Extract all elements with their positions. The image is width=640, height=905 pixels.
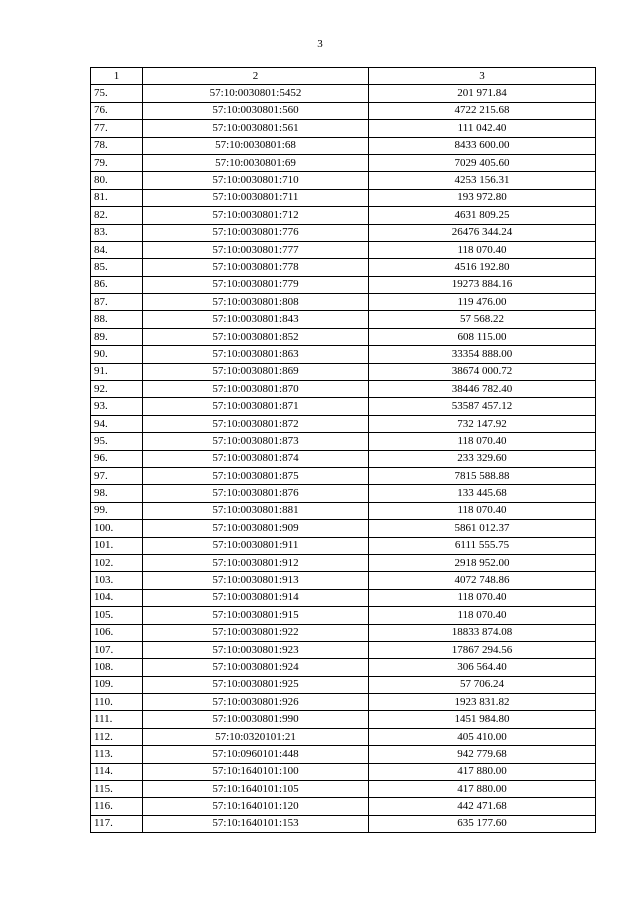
row-number-cell: 87. bbox=[91, 294, 143, 311]
row-number-cell: 108. bbox=[91, 659, 143, 676]
row-number-cell: 89. bbox=[91, 328, 143, 345]
row-number-cell: 100. bbox=[91, 520, 143, 537]
value-cell: 4072 748.86 bbox=[369, 572, 596, 589]
value-cell: 405 410.00 bbox=[369, 728, 596, 745]
row-number-cell: 94. bbox=[91, 415, 143, 432]
row-number-cell: 85. bbox=[91, 259, 143, 276]
table-row bbox=[91, 676, 596, 693]
table-row bbox=[91, 781, 596, 798]
table-row bbox=[91, 224, 596, 241]
row-number-cell: 104. bbox=[91, 589, 143, 606]
page-number: 3 bbox=[317, 38, 323, 50]
row-number-cell: 84. bbox=[91, 241, 143, 258]
value-cell: 1923 831.82 bbox=[369, 694, 596, 711]
cadastral-number-cell: 57:10:0030801:843 bbox=[143, 311, 369, 328]
value-cell: 7815 588.88 bbox=[369, 467, 596, 484]
cadastral-number-cell: 57:10:0320101:21 bbox=[143, 728, 369, 745]
table-row bbox=[91, 241, 596, 258]
value-cell: 38674 000.72 bbox=[369, 363, 596, 380]
cadastral-value-table bbox=[90, 67, 596, 833]
cadastral-number-cell: 57:10:0030801:560 bbox=[143, 102, 369, 119]
value-cell: 119 476.00 bbox=[369, 294, 596, 311]
table-row bbox=[91, 589, 596, 606]
row-number-cell: 80. bbox=[91, 172, 143, 189]
cadastral-number-cell: 57:10:0030801:711 bbox=[143, 189, 369, 206]
cadastral-number-cell: 57:10:0030801:69 bbox=[143, 154, 369, 171]
value-cell: 417 880.00 bbox=[369, 763, 596, 780]
table-row bbox=[91, 398, 596, 415]
value-cell: 201 971.84 bbox=[369, 85, 596, 102]
value-cell: 608 115.00 bbox=[369, 328, 596, 345]
cadastral-number-cell: 57:10:0030801:871 bbox=[143, 398, 369, 415]
row-number-cell: 99. bbox=[91, 502, 143, 519]
cadastral-number-cell: 57:10:0030801:710 bbox=[143, 172, 369, 189]
cadastral-number-cell: 57:10:0030801:926 bbox=[143, 694, 369, 711]
value-cell: 4631 809.25 bbox=[369, 207, 596, 224]
row-number-cell: 75. bbox=[91, 85, 143, 102]
table-row bbox=[91, 363, 596, 380]
table-row bbox=[91, 154, 596, 171]
cadastral-number-cell: 57:10:0030801:852 bbox=[143, 328, 369, 345]
value-cell: 118 070.40 bbox=[369, 241, 596, 258]
table-row bbox=[91, 294, 596, 311]
table-row bbox=[91, 624, 596, 641]
value-cell: 118 070.40 bbox=[369, 589, 596, 606]
value-cell: 53587 457.12 bbox=[369, 398, 596, 415]
row-number-cell: 116. bbox=[91, 798, 143, 815]
table-row bbox=[91, 763, 596, 780]
table-row bbox=[91, 381, 596, 398]
cadastral-number-cell: 57:10:1640101:100 bbox=[143, 763, 369, 780]
table-row bbox=[91, 102, 596, 119]
row-number-cell: 82. bbox=[91, 207, 143, 224]
value-cell: 118 070.40 bbox=[369, 607, 596, 624]
table-row bbox=[91, 328, 596, 345]
row-number-cell: 77. bbox=[91, 120, 143, 137]
table-row bbox=[91, 694, 596, 711]
value-cell: 2918 952.00 bbox=[369, 554, 596, 571]
row-number-cell: 106. bbox=[91, 624, 143, 641]
table-header-row bbox=[91, 68, 596, 85]
table-row bbox=[91, 172, 596, 189]
table-row bbox=[91, 207, 596, 224]
cadastral-number-cell: 57:10:0030801:923 bbox=[143, 641, 369, 658]
table-row bbox=[91, 137, 596, 154]
cadastral-number-cell: 57:10:0030801:881 bbox=[143, 502, 369, 519]
table-row bbox=[91, 85, 596, 102]
cadastral-number-cell: 57:10:0030801:922 bbox=[143, 624, 369, 641]
value-cell: 4722 215.68 bbox=[369, 102, 596, 119]
value-cell: 8433 600.00 bbox=[369, 137, 596, 154]
table-row bbox=[91, 485, 596, 502]
value-cell: 118 070.40 bbox=[369, 502, 596, 519]
value-cell: 26476 344.24 bbox=[369, 224, 596, 241]
cadastral-number-cell: 57:10:0030801:873 bbox=[143, 433, 369, 450]
row-number-cell: 105. bbox=[91, 607, 143, 624]
value-cell: 38446 782.40 bbox=[369, 381, 596, 398]
cadastral-number-cell: 57:10:0030801:915 bbox=[143, 607, 369, 624]
value-cell: 7029 405.60 bbox=[369, 154, 596, 171]
value-cell: 33354 888.00 bbox=[369, 346, 596, 363]
column-header-cadastral-number: 2 bbox=[143, 68, 369, 85]
row-number-cell: 109. bbox=[91, 676, 143, 693]
cadastral-number-cell: 57:10:0030801:990 bbox=[143, 711, 369, 728]
row-number-cell: 112. bbox=[91, 728, 143, 745]
table-row bbox=[91, 554, 596, 571]
cadastral-number-cell: 57:10:0030801:872 bbox=[143, 415, 369, 432]
table-row bbox=[91, 415, 596, 432]
table-row bbox=[91, 467, 596, 484]
cadastral-number-cell: 57:10:0030801:870 bbox=[143, 381, 369, 398]
value-cell: 18833 874.08 bbox=[369, 624, 596, 641]
cadastral-number-cell: 57:10:0030801:911 bbox=[143, 537, 369, 554]
row-number-cell: 88. bbox=[91, 311, 143, 328]
value-cell: 57 706.24 bbox=[369, 676, 596, 693]
value-cell: 732 147.92 bbox=[369, 415, 596, 432]
value-cell: 133 445.68 bbox=[369, 485, 596, 502]
value-cell: 57 568.22 bbox=[369, 311, 596, 328]
row-number-cell: 98. bbox=[91, 485, 143, 502]
table-row bbox=[91, 502, 596, 519]
cadastral-number-cell: 57:10:0030801:68 bbox=[143, 137, 369, 154]
cadastral-number-cell: 57:10:0030801:779 bbox=[143, 276, 369, 293]
row-number-cell: 95. bbox=[91, 433, 143, 450]
cadastral-number-cell: 57:10:0030801:914 bbox=[143, 589, 369, 606]
value-cell: 17867 294.56 bbox=[369, 641, 596, 658]
row-number-cell: 79. bbox=[91, 154, 143, 171]
row-number-cell: 110. bbox=[91, 694, 143, 711]
table-row bbox=[91, 537, 596, 554]
row-number-cell: 103. bbox=[91, 572, 143, 589]
value-cell: 111 042.40 bbox=[369, 120, 596, 137]
cadastral-number-cell: 57:10:0030801:776 bbox=[143, 224, 369, 241]
table-row bbox=[91, 746, 596, 763]
table-row bbox=[91, 346, 596, 363]
row-number-cell: 96. bbox=[91, 450, 143, 467]
cadastral-number-cell: 57:10:0030801:912 bbox=[143, 554, 369, 571]
row-number-cell: 101. bbox=[91, 537, 143, 554]
row-number-cell: 93. bbox=[91, 398, 143, 415]
cadastral-number-cell: 57:10:0030801:5452 bbox=[143, 85, 369, 102]
row-number-cell: 83. bbox=[91, 224, 143, 241]
table-row bbox=[91, 798, 596, 815]
cadastral-number-cell: 57:10:0960101:448 bbox=[143, 746, 369, 763]
cadastral-number-cell: 57:10:0030801:777 bbox=[143, 241, 369, 258]
cadastral-number-cell: 57:10:0030801:712 bbox=[143, 207, 369, 224]
row-number-cell: 113. bbox=[91, 746, 143, 763]
cadastral-number-cell: 57:10:1640101:153 bbox=[143, 815, 369, 832]
table-row bbox=[91, 711, 596, 728]
cadastral-number-cell: 57:10:0030801:913 bbox=[143, 572, 369, 589]
cadastral-number-cell: 57:10:0030801:863 bbox=[143, 346, 369, 363]
table-body bbox=[91, 85, 596, 833]
row-number-cell: 86. bbox=[91, 276, 143, 293]
row-number-cell: 114. bbox=[91, 763, 143, 780]
cadastral-number-cell: 57:10:0030801:924 bbox=[143, 659, 369, 676]
row-number-cell: 117. bbox=[91, 815, 143, 832]
table-row bbox=[91, 659, 596, 676]
cadastral-number-cell: 57:10:0030801:561 bbox=[143, 120, 369, 137]
value-cell: 1451 984.80 bbox=[369, 711, 596, 728]
table-row bbox=[91, 120, 596, 137]
row-number-cell: 91. bbox=[91, 363, 143, 380]
cadastral-number-cell: 57:10:0030801:925 bbox=[143, 676, 369, 693]
cadastral-number-cell: 57:10:0030801:909 bbox=[143, 520, 369, 537]
cadastral-number-cell: 57:10:1640101:120 bbox=[143, 798, 369, 815]
value-cell: 417 880.00 bbox=[369, 781, 596, 798]
table-row bbox=[91, 450, 596, 467]
table-row bbox=[91, 815, 596, 832]
row-number-cell: 78. bbox=[91, 137, 143, 154]
table-row bbox=[91, 641, 596, 658]
cadastral-number-cell: 57:10:0030801:869 bbox=[143, 363, 369, 380]
table-row bbox=[91, 572, 596, 589]
cadastral-number-cell: 57:10:0030801:874 bbox=[143, 450, 369, 467]
cadastral-number-cell: 57:10:0030801:778 bbox=[143, 259, 369, 276]
table-row bbox=[91, 520, 596, 537]
value-cell: 233 329.60 bbox=[369, 450, 596, 467]
row-number-cell: 97. bbox=[91, 467, 143, 484]
table-row bbox=[91, 433, 596, 450]
cadastral-number-cell: 57:10:0030801:808 bbox=[143, 294, 369, 311]
table-row bbox=[91, 607, 596, 624]
value-cell: 193 972.80 bbox=[369, 189, 596, 206]
value-cell: 442 471.68 bbox=[369, 798, 596, 815]
row-number-cell: 107. bbox=[91, 641, 143, 658]
table-row bbox=[91, 189, 596, 206]
value-cell: 635 177.60 bbox=[369, 815, 596, 832]
value-cell: 4516 192.80 bbox=[369, 259, 596, 276]
value-cell: 4253 156.31 bbox=[369, 172, 596, 189]
row-number-cell: 102. bbox=[91, 554, 143, 571]
table-row bbox=[91, 311, 596, 328]
cadastral-number-cell: 57:10:0030801:875 bbox=[143, 467, 369, 484]
cadastral-number-cell: 57:10:0030801:876 bbox=[143, 485, 369, 502]
value-cell: 6111 555.75 bbox=[369, 537, 596, 554]
value-cell: 118 070.40 bbox=[369, 433, 596, 450]
value-cell: 942 779.68 bbox=[369, 746, 596, 763]
value-cell: 5861 012.37 bbox=[369, 520, 596, 537]
cadastral-number-cell: 57:10:1640101:105 bbox=[143, 781, 369, 798]
table-row bbox=[91, 728, 596, 745]
value-cell: 306 564.40 bbox=[369, 659, 596, 676]
value-cell: 19273 884.16 bbox=[369, 276, 596, 293]
row-number-cell: 90. bbox=[91, 346, 143, 363]
row-number-cell: 111. bbox=[91, 711, 143, 728]
row-number-cell: 92. bbox=[91, 381, 143, 398]
table-row bbox=[91, 276, 596, 293]
column-header-number: 1 bbox=[91, 68, 143, 85]
column-header-value: 3 bbox=[369, 68, 596, 85]
row-number-cell: 81. bbox=[91, 189, 143, 206]
row-number-cell: 115. bbox=[91, 781, 143, 798]
table-row bbox=[91, 259, 596, 276]
row-number-cell: 76. bbox=[91, 102, 143, 119]
